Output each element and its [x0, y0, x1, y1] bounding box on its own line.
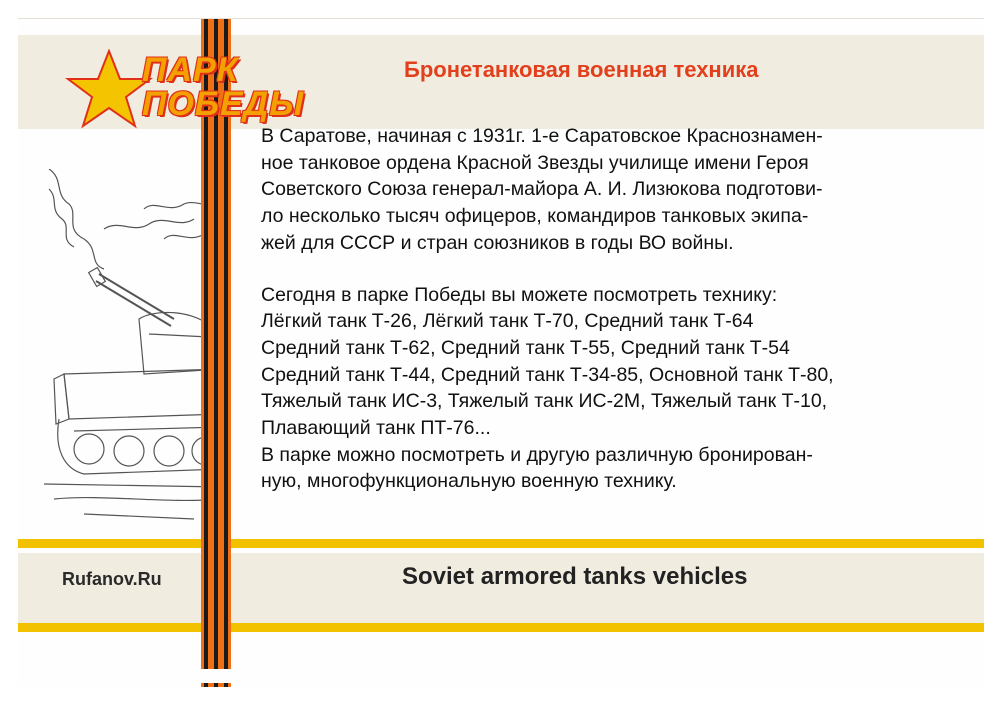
park-pobedy-logo	[64, 49, 334, 129]
paragraph-vehicles: Сегодня в парке Победы вы можете посмотреть технику: Лёгкий танк Т-26, Лёгкий танк Т-70, Средний танк Т-64 Средний танк Т-62, Средний танк Т-55, Средний танк Т-54 Средний танк Т-44, Средний танк Т-34-85, Основной танк Т-80, Тяжелый танк ИС-3, Тяжелый танк ИС-2М, Тяжелый танк Т-10, Плавающий танк ПТ-76... В парке можно посмотреть и другую различную бронирован- ную, многофункциональную военную технику.	[261, 283, 834, 493]
star-icon	[64, 49, 154, 129]
tank-sketch-icon	[44, 169, 224, 529]
paragraph-history: В Саратове, начиная с 1931г. 1-е Саратовское Краснознамен- ное танковое ордена Красной Звезды училище имени Героя Советского Союза генерал-майора А. И. Лизюкова подготови- ло несколько тысяч офицеров, командиров танковых экипа- жей для СССР и стран союзников в годы ВО войны.	[261, 125, 823, 254]
st-george-ribbon-end	[201, 683, 231, 687]
logo-line-2: ПОБЕДЫ	[142, 85, 305, 123]
logo-line-1: ПАРК	[142, 51, 239, 89]
page-title: Бронетанковая военная техника	[404, 57, 759, 82]
postcard	[18, 18, 984, 687]
site-name: Rufanov.Ru	[62, 569, 162, 589]
body-text	[261, 123, 981, 495]
english-subtitle: Soviet armored tanks vehicles	[402, 563, 748, 590]
yellow-divider-top	[18, 539, 984, 548]
yellow-divider-bottom	[18, 623, 984, 632]
